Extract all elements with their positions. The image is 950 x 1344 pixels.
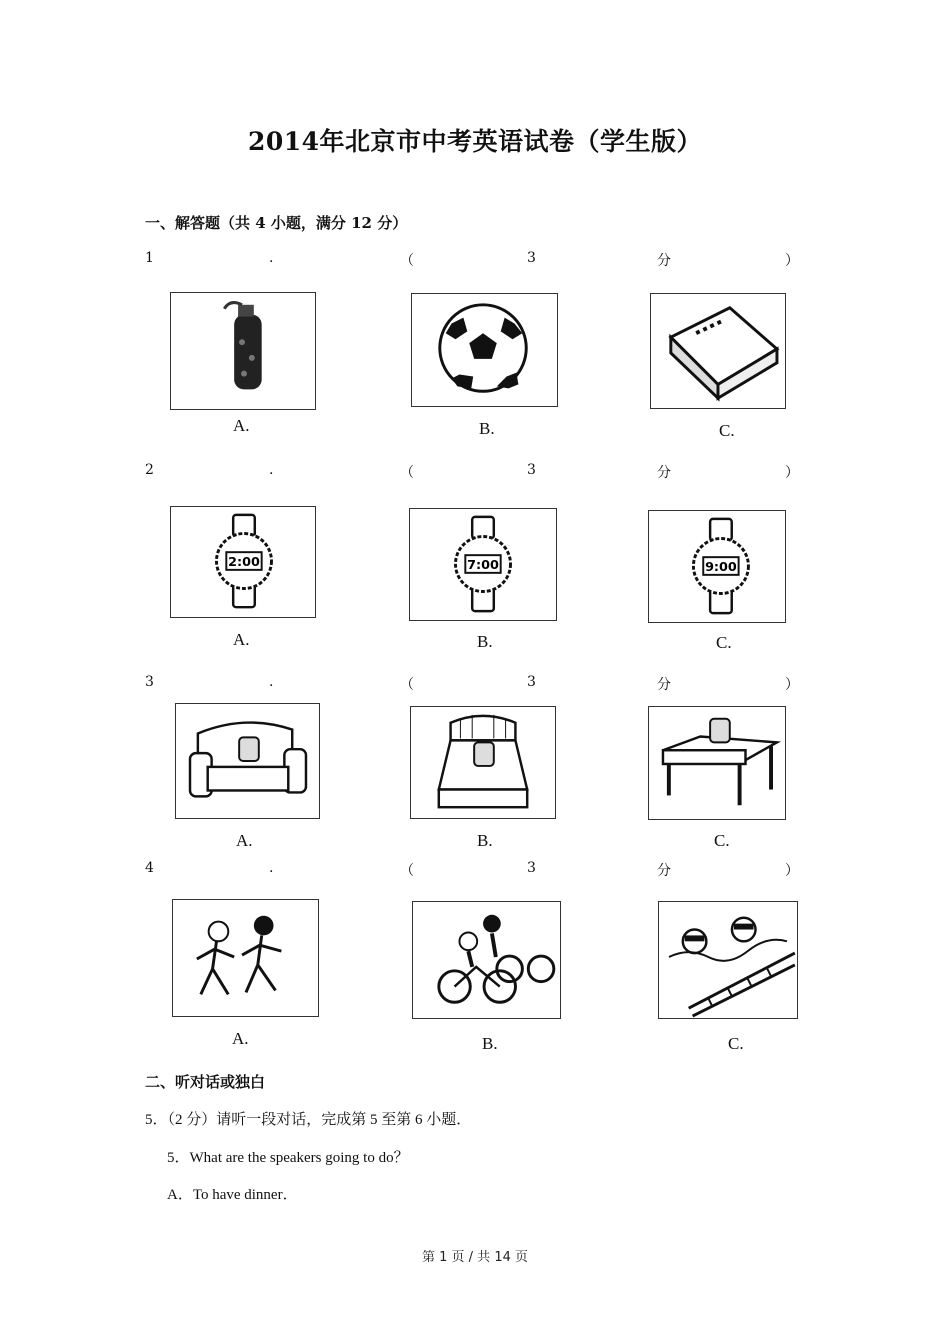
water-bottle-picture bbox=[170, 292, 316, 410]
watch-picture-c bbox=[648, 510, 786, 623]
watch-icon bbox=[171, 507, 315, 617]
option-label: C. bbox=[719, 421, 735, 440]
page-footer: 第 1 页 / 共 14 页 bbox=[422, 1250, 528, 1265]
score-close-paren: ） bbox=[785, 677, 799, 693]
score-close-paren: ） bbox=[785, 863, 799, 879]
book-icon bbox=[651, 294, 785, 408]
sofa-icon bbox=[176, 704, 319, 818]
running-icon bbox=[173, 900, 318, 1016]
bag-on-bed-picture bbox=[410, 706, 556, 819]
option-label: B. bbox=[477, 831, 493, 850]
table-icon bbox=[649, 707, 785, 819]
question-number: 3 bbox=[145, 674, 154, 690]
score-open-paren: （ bbox=[400, 253, 414, 269]
watch-icon bbox=[410, 509, 556, 620]
question-row-2 bbox=[145, 462, 800, 482]
question-dot: . bbox=[269, 462, 274, 478]
swimming-icon bbox=[659, 902, 797, 1018]
option-label: A. bbox=[236, 831, 253, 850]
option-label: A. bbox=[233, 416, 250, 435]
question-row-4 bbox=[145, 860, 800, 880]
option-label: B. bbox=[477, 632, 493, 651]
score-unit: 分 bbox=[657, 863, 671, 879]
question-dot: . bbox=[269, 250, 274, 266]
watch-time: 9:00 bbox=[705, 559, 737, 575]
score-close-paren: ） bbox=[785, 465, 799, 481]
option-label: B. bbox=[482, 1034, 498, 1053]
svg-text:▪ ▪ ▪ ▪: ▪ ▪ ▪ ▪ bbox=[693, 316, 724, 338]
watch-time: 7:00 bbox=[467, 557, 499, 573]
score-open-paren: （ bbox=[400, 863, 414, 879]
question-5-intro: 5．（2 分）请听一段对话，完成第 5 至第 6 小题． bbox=[145, 1112, 472, 1128]
watch-picture-b bbox=[409, 508, 557, 621]
schoolbag-icon bbox=[239, 737, 259, 761]
question-number: 2 bbox=[145, 462, 154, 478]
score-value: 3 bbox=[527, 462, 536, 478]
option-label: C. bbox=[714, 831, 730, 850]
score-unit: 分 bbox=[657, 465, 671, 481]
soccer-ball-icon bbox=[412, 294, 557, 406]
bed-icon bbox=[411, 707, 555, 818]
water-bottle-icon bbox=[171, 293, 315, 409]
question-5-text: 5．What are the speakers going to do？ bbox=[167, 1150, 409, 1166]
question-dot: . bbox=[269, 674, 274, 690]
question-row-1 bbox=[145, 250, 800, 270]
option-a-text: A．To have dinner． bbox=[167, 1187, 298, 1203]
score-unit: 分 bbox=[657, 253, 671, 269]
section-heading-1: 一、解答题（共 4 小题，满分 12 分） bbox=[145, 214, 408, 232]
option-label: A. bbox=[233, 630, 250, 649]
bag-on-sofa-picture bbox=[175, 703, 320, 819]
option-label: B. bbox=[479, 419, 495, 438]
soccer-ball-picture bbox=[411, 293, 558, 407]
score-close-paren: ） bbox=[785, 253, 799, 269]
schoolbag-icon bbox=[474, 742, 494, 766]
watch-icon bbox=[649, 511, 785, 622]
question-number: 4 bbox=[145, 860, 154, 876]
running-picture bbox=[172, 899, 319, 1017]
schoolbag-icon bbox=[710, 719, 730, 743]
score-value: 3 bbox=[527, 674, 536, 690]
option-label: C. bbox=[716, 633, 732, 652]
score-value: 3 bbox=[527, 250, 536, 266]
score-value: 3 bbox=[527, 860, 536, 876]
cycling-icon bbox=[413, 902, 560, 1018]
swimming-picture bbox=[658, 901, 798, 1019]
page-title: 2014年北京市中考英语试卷（学生版） bbox=[247, 127, 703, 156]
bag-on-table-picture bbox=[648, 706, 786, 820]
option-label: A. bbox=[232, 1029, 249, 1048]
question-number: 1 bbox=[145, 250, 154, 266]
score-open-paren: （ bbox=[400, 465, 414, 481]
book-picture bbox=[650, 293, 786, 409]
watch-time: 2:00 bbox=[228, 554, 260, 570]
watch-picture-a bbox=[170, 506, 316, 618]
score-open-paren: （ bbox=[400, 677, 414, 693]
option-label: C. bbox=[728, 1034, 744, 1053]
section-heading-2: 二、听对话或独白 bbox=[145, 1073, 266, 1091]
question-dot: . bbox=[269, 860, 274, 876]
score-unit: 分 bbox=[657, 677, 671, 693]
cycling-picture bbox=[412, 901, 561, 1019]
question-row-3 bbox=[145, 674, 800, 694]
